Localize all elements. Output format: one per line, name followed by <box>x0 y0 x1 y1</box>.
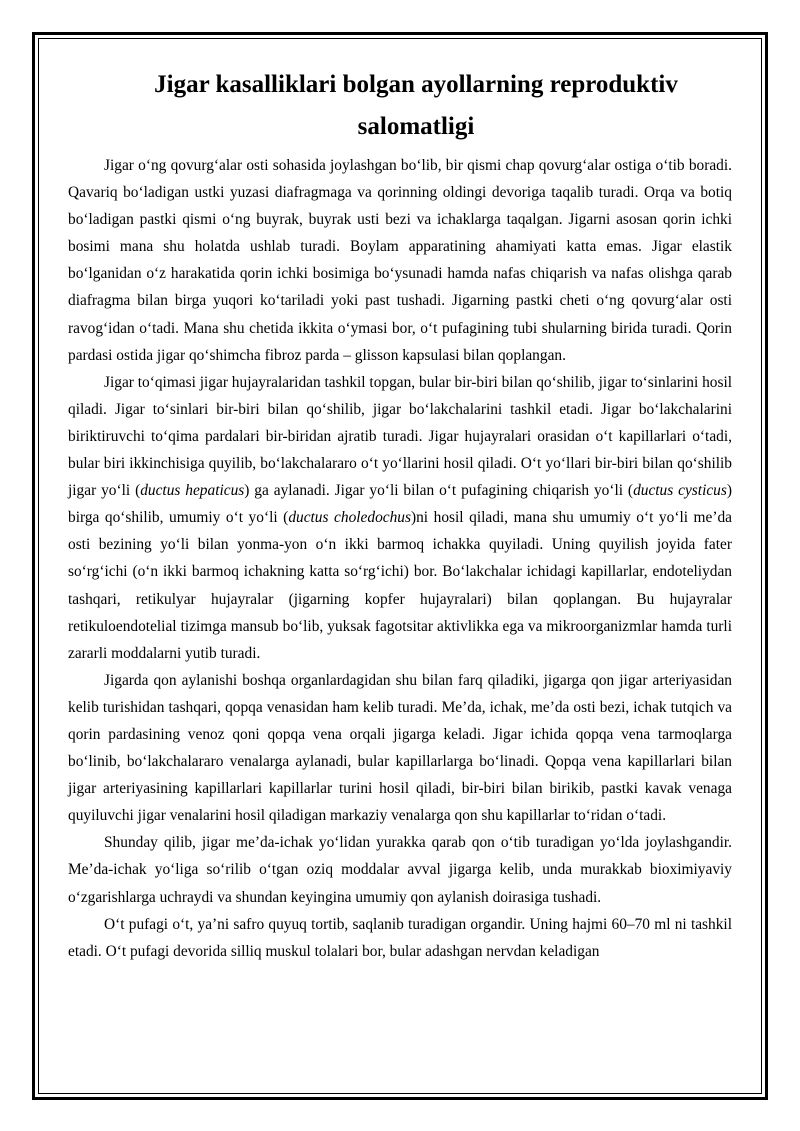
paragraph-4 <box>68 829 732 910</box>
paragraph-text: Shunday qilib, jigar me’da-ichak yo‘lidan yurakka qarab qon o‘tib turadigan yo‘lda joylashgandir. Me’da-ichak yo‘liga so‘rilib o‘tgan oziq moddalar avval jigarga kelib, unda murakkab bioximiyaviy o‘zgarishlarga uchraydi va shundan keyingina umumiy qon aylanish doirasiga tushadi. <box>68 834 732 906</box>
latin-term-ductus-choledochus: ductus choledochus <box>288 509 411 527</box>
document-body <box>68 64 732 965</box>
paragraph-text: Jigar to‘qimasi jigar hujayralaridan tashkil topgan, bular bir-biri bilan qo‘shilib, jigar to‘sinlarini hosil qiladi. Jigar to‘sinlari bir-biri bilan qo‘shilib, jigar bo‘lakchalarini tashkil etadi. Jigar bo‘lakchalarini biriktiruvchi to‘qima pardalari bir-biridan ajratib turadi. Jigar hujayralari orasidan o‘t kapillarlari o‘tadi, bular biri ikkinchisiga quyilib, bo‘lakchalararo o‘t yo‘llarini hosil qiladi. O‘t yo‘llari bir-biri bilan qo‘shilib jigar yo‘li ( <box>68 373 733 500</box>
latin-term-ductus-cysticus: ductus cysticus <box>633 482 727 500</box>
title-line-2: salomatligi <box>357 113 475 140</box>
paragraph-text: ) ga aylanadi. Jigar yo‘li bilan o‘t pufagining chiqarish yo‘li ( <box>244 482 634 500</box>
paragraph-text: Jigarda qon aylanishi boshqa organlardagidan shu bilan farq qiladiki, jigarga qon jigar arteriyasidan kelib turishidan tashqari, qopqa venasidan ham kelib turadi. Me’da, ichak, me’da osti bezi, ichak tutqich va qorin pardasining venoz qoni qopqa vena orqali jigarga keladi. Jigar ichida qopqa vena tarmoqlarga bo‘linib, bo‘lakchalararo venalarga aylanadi, bular kapillarlarga bo‘linadi. Qopqa vena kapillarlari bilan jigar arteriyasining kapillarlari kapillarlar turini hosil qiladi, bir-biri bilan birikib, pastki kavak venaga quyiluvchi jigar venalarini hosil qiladigan markaziy venalarga qon shu kapillarlar to‘ridan o‘tadi. <box>68 671 732 825</box>
paragraph-text: ) birga qo‘shilib, umumiy o‘t yo‘li ( <box>68 482 733 527</box>
latin-term-ductus-hepaticus: ductus hepaticus <box>140 482 245 500</box>
paragraph-text: )ni hosil qiladi, mana shu umumiy o‘t yo‘li me’da osti bezining yo‘li bilan yonma-yon o‘n ikki barmoq ichakka quyiladi. Uning quyilish joyida fater so‘rg‘ichi (o‘n ikki barmoq ichakning katta so‘rg‘ichi) bor. Bo‘lakchalar ichidagi kapillarlar, endoteliydan tashqari, retikulyar hujayralar (jigarning kopfer hujayralari) bilan qoplangan. Bu hujayralar retikuloendotelial tizimga mansub bo‘lib, yuksak fagotsitar aktivlikka ega va mikroorganizmlar hamda turli zararli moddalarni yutib turadi. <box>68 509 733 662</box>
paragraph-text: Jigar o‘ng qovurg‘alar osti sohasida joylashgan bo‘lib, bir qismi chap qovurg‘alar ostiga o‘tib boradi. Qavariq bo‘ladigan ustki yuzasi diafragmaga va qorinning oldingi devoriga taqalib turadi. Orqa va botiq bo‘ladigan pastki qismi o‘ng buyrak, buyrak usti bezi va ichaklarga taqalgan. Jigarni asosan qorin ichki bosimi mana shu holatda ushlab turadi. Boylam apparatining ahamiyati katta emas. Jigar elastik bo‘lganidan o‘z harakatida qorin ichki bosimiga bo‘ysunadi hamda nafas chiqarish va nafas olishga qarab diafragma bilan birga yuqori ko‘tariladi yoki past tushadi. Jigarning pastki cheti o‘ng qovurg‘alar osti ravog‘idan o‘tadi. Mana shu chetida ikkita o‘ymasi bor, o‘t pufagining tubi shularning birida turadi. Qorin pardasi ostida jigar qo‘shimcha fibroz parda – glisson kapsulasi bilan qoplangan. <box>68 157 732 364</box>
paragraph-5 <box>68 911 732 965</box>
title-line-1: Jigar kasalliklari bolgan ayollarning reproduktiv <box>154 71 678 98</box>
paragraph-3 <box>68 667 732 830</box>
document-title <box>68 64 732 148</box>
paragraph-2 <box>68 369 732 667</box>
paragraph-text: O‘t pufagi o‘t, ya’ni safro quyuq tortib, saqlanib turadigan organdir. Uning hajmi 60–70 ml ni tashkil etadi. O‘t pufagi devorida silliq muskul tolalari bor, bular adashgan nervdan keladigan <box>68 915 732 960</box>
paragraph-1 <box>68 152 732 369</box>
